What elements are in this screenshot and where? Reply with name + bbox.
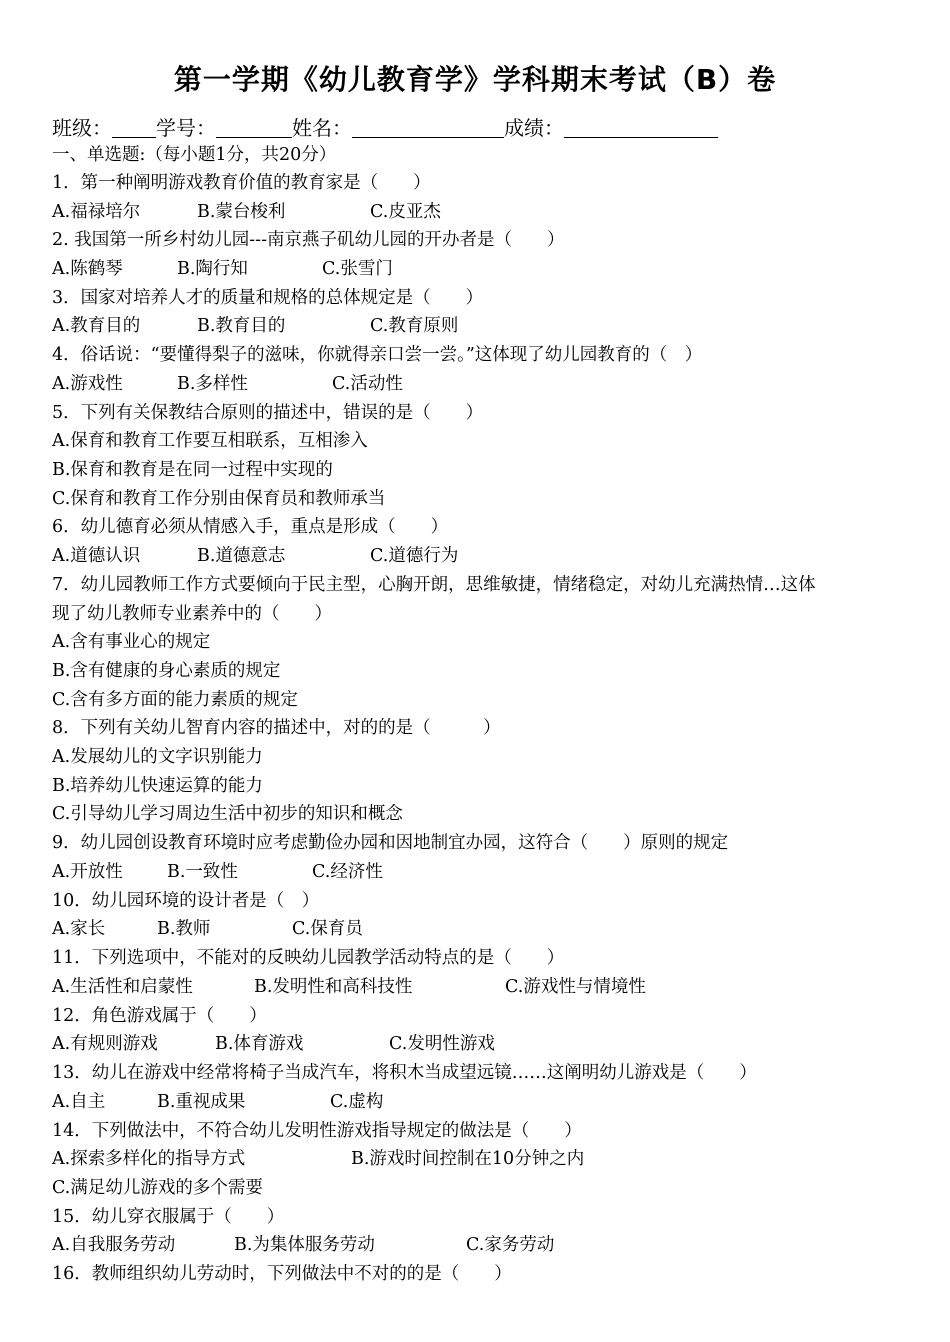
option-c: C.皮亚杰 [370,202,441,222]
number-label: 学号： [156,116,216,140]
option-c: C.道德行为 [370,546,459,566]
question-6: 6．幼儿德育必须从情感入手，重点是形成（ ） [52,517,449,537]
score-label: 成绩： [504,116,564,140]
option-a: A.福禄培尔 [52,202,141,222]
option-b: B.发明性和高科技性 [254,977,413,997]
option-c: C.活动性 [332,374,403,394]
score-blank[interactable] [564,117,718,138]
question-7: 7．幼儿园教师工作方式要倾向于民主型，心胸开朗，思维敏捷，情绪稳定，对幼儿充满热情…这体 [52,575,816,595]
option-c: C.发明性游戏 [389,1034,495,1054]
option-b: B.重视成果 [157,1092,246,1112]
option-b: B.蒙台梭利 [197,202,286,222]
option-c: C.游戏性与情境性 [505,977,646,997]
question-4: 4．俗话说：“要懂得梨子的滋味，你就得亲口尝一尝。”这体现了幼儿园教育的（ ） [52,345,703,365]
question-9: 9．幼儿园创设教育环境时应考虑勤俭办园和因地制宜办园，这符合（ ）原则的规定 [52,833,729,853]
option-a: A.生活性和启蒙性 [52,977,193,997]
option-a: A.自主 [52,1092,106,1112]
option-c: C.家务劳动 [466,1235,555,1255]
option-b: B.教育目的 [197,316,286,336]
question-3: 3．国家对培养人才的质量和规格的总体规定是（ ） [52,288,484,308]
question-14: 14．下列做法中，不符合幼儿发明性游戏指导规定的做法是（ ） [52,1121,582,1141]
option-b: B.培养幼儿快速运算的能力 [52,776,263,796]
question-11: 11．下列选项中，不能对的反映幼儿园教学活动特点的是（ ） [52,948,565,968]
question-5: 5．下列有关保教结合原则的描述中，错误的是（ ） [52,403,484,423]
option-c: C.含有多方面的能力素质的规定 [52,690,298,710]
class-blank[interactable] [112,117,156,138]
section-heading: 一、单选题:（每小题1分，共20分） [52,145,337,165]
option-b: B.保育和教育是在同一过程中实现的 [52,460,333,480]
question-10: 10．幼儿园环境的设计者是（ ） [52,891,320,911]
question-13: 13．幼儿在游戏中经常将椅子当成汽车，将积木当成望远镜……这阐明幼儿游戏是（ ） [52,1063,757,1083]
option-c: C.引导幼儿学习周边生活中初步的知识和概念 [52,804,403,824]
option-a: A.教育目的 [52,316,141,336]
option-b: B.游戏时间控制在10分钟之内 [351,1149,585,1169]
option-b: B.多样性 [177,374,248,394]
option-c: C.张雪门 [322,259,393,279]
option-a: A.游戏性 [52,374,123,394]
question-2: 2. 我国第一所乡村幼儿园---南京燕子矶幼儿园的开办者是（ ） [52,230,565,250]
student-info-line [52,112,718,141]
name-label: 姓名： [292,116,352,140]
number-blank[interactable] [216,117,292,138]
option-c: C.满足幼儿游戏的多个需要 [52,1178,263,1198]
name-blank[interactable] [352,117,504,138]
question-8: 8．下列有关幼儿智育内容的描述中，对的的是（ ） [52,718,501,738]
option-c: C.经济性 [312,862,383,882]
question-16: 16．教师组织幼儿劳动时，下列做法中不对的的是（ ） [52,1264,512,1284]
question-7-continued: 现了幼儿教师专业素养中的（ ） [52,604,332,624]
option-b: B.教师 [157,919,211,939]
option-a: A.保育和教育工作要互相联系，互相渗入 [52,431,368,451]
question-12: 12．角色游戏属于（ ） [52,1006,267,1026]
option-b: B.体育游戏 [215,1034,304,1054]
option-a: A.家长 [52,919,106,939]
option-c: C.虚构 [330,1092,384,1112]
option-a: A.自我服务劳动 [52,1235,176,1255]
option-a: A.开放性 [52,862,123,882]
option-c: C.保育和教育工作分别由保育员和教师承当 [52,489,386,509]
option-b: B.道德意志 [197,546,286,566]
question-15: 15．幼儿穿衣服属于（ ） [52,1207,285,1227]
option-c: C.保育员 [292,919,363,939]
option-b: B.陶行知 [177,259,248,279]
option-a: A.探索多样化的指导方式 [52,1149,246,1169]
option-b: B.为集体服务劳动 [234,1235,375,1255]
exam-title: 第一学期《幼儿教育学》学科期末考试（B）卷 [173,63,777,96]
option-a: A.道德认识 [52,546,141,566]
option-a: A.陈鹤琴 [52,259,123,279]
option-b: B.一致性 [167,862,238,882]
question-1: 1．第一种阐明游戏教育价值的教育家是（ ） [52,173,431,193]
option-b: B.含有健康的身心素质的规定 [52,661,281,681]
class-label: 班级： [52,116,112,140]
option-a: A.含有事业心的规定 [52,632,211,652]
option-a: A.有规则游戏 [52,1034,158,1054]
option-c: C.教育原则 [370,316,459,336]
option-a: A.发展幼儿的文字识别能力 [52,747,263,767]
